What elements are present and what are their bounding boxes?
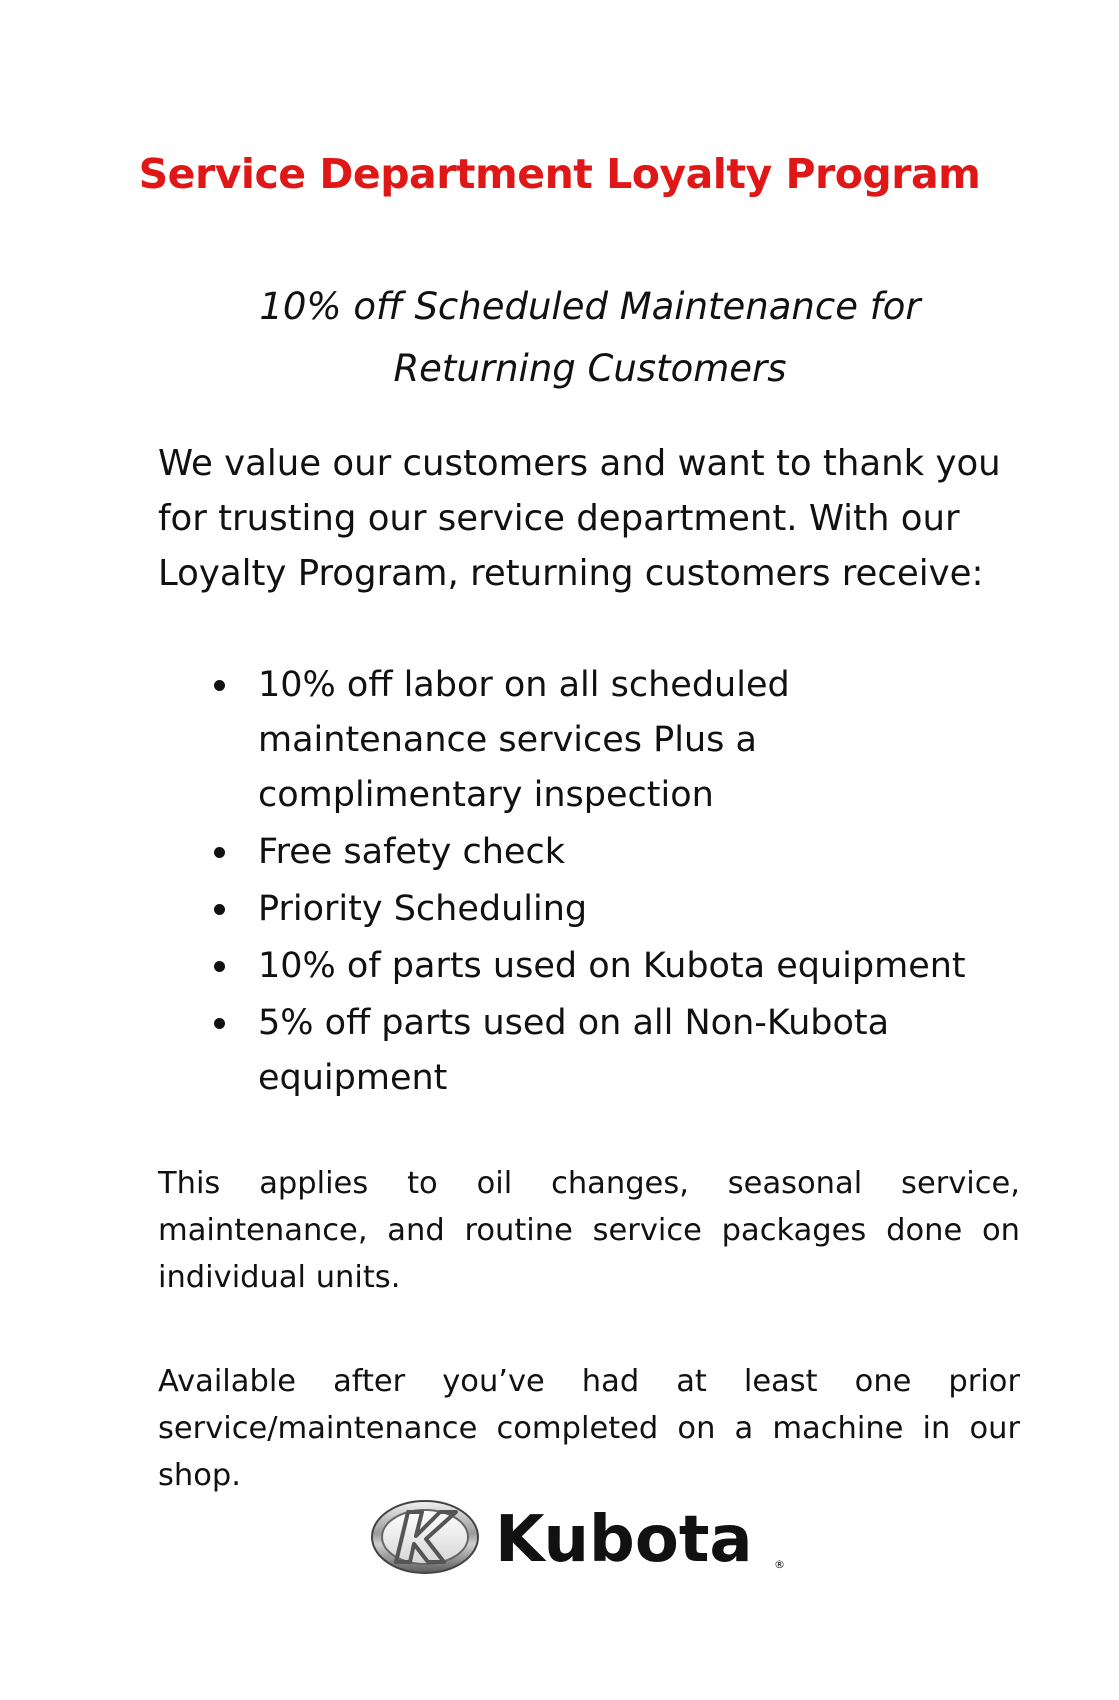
- kubota-wordmark: Kubota: [495, 1503, 753, 1577]
- intro-paragraph: [158, 436, 1038, 601]
- intro-line: Loyalty Program, returning customers receive:: [158, 553, 984, 594]
- offer-subtitle: [160, 276, 1020, 400]
- offer-subtitle-line: 10% off Scheduled Maintenance for: [259, 285, 921, 328]
- benefit-text-line: Free safety check: [258, 832, 565, 872]
- kubota-logo-graphic: [370, 1492, 810, 1582]
- benefit-item: [158, 882, 1038, 937]
- intro-line: We value our customers and want to thank you: [158, 443, 1001, 484]
- benefit-item: [158, 825, 1038, 880]
- bullet-icon: [214, 680, 225, 691]
- benefit-text-line: complimentary inspection: [258, 775, 714, 815]
- benefit-item: [158, 658, 1038, 823]
- page-title: Service Department Loyalty Program: [138, 150, 981, 198]
- benefit-text-line: Priority Scheduling: [258, 889, 588, 929]
- benefit-text-line: 10% off labor on all scheduled: [258, 665, 790, 705]
- benefit-text-line: 5% off parts used on all Non-Kubota: [258, 1003, 890, 1043]
- benefit-text-line: maintenance services Plus a: [258, 720, 757, 760]
- benefit-item: [158, 996, 1038, 1106]
- registered-mark: ®: [774, 1558, 785, 1571]
- kubota-k-emblem-icon: [372, 1501, 478, 1573]
- kubota-logo: [370, 1492, 810, 1582]
- intro-line: for trusting our service department. With our: [158, 498, 960, 539]
- benefit-text-line: equipment: [258, 1058, 448, 1098]
- bullet-icon: [214, 961, 225, 972]
- bullet-icon: [214, 847, 225, 858]
- offer-subtitle-line: Returning Customers: [393, 347, 787, 390]
- benefit-text-line: 10% of parts used on Kubota equipment: [258, 946, 966, 986]
- bullet-icon: [214, 1018, 225, 1029]
- availability-paragraph: Available after you’ve had at least one prior service/maintenance completed on a machine in our shop.: [158, 1364, 1020, 1493]
- benefit-item: [158, 939, 1038, 994]
- scope-paragraph: This applies to oil changes, seasonal service, maintenance, and routine service packages done on individual units.: [158, 1166, 1020, 1295]
- bullet-icon: [214, 904, 225, 915]
- benefits-list: [158, 658, 1038, 1108]
